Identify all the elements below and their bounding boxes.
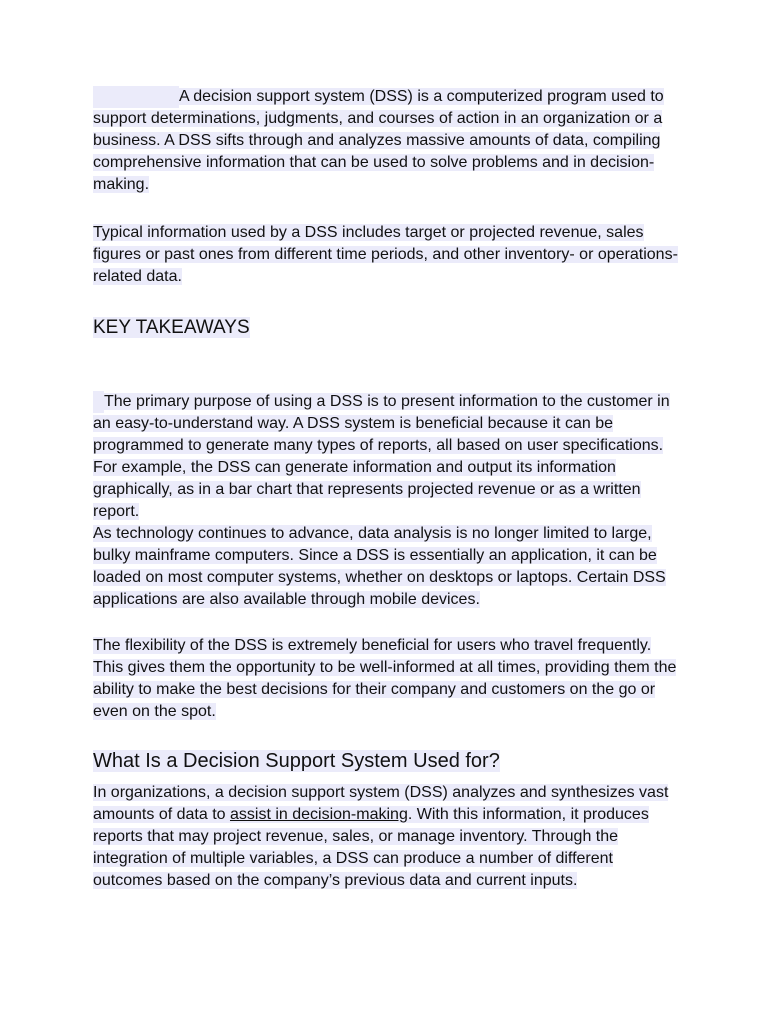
paragraph-intro-text: A decision support system (DSS) is a computerized program used to support determinations, judgments, and courses of action in an organization or a business. A DSS sifts through and analyzes massive amounts of data, compiling comprehensive information that can be used to solve problems and in decision-making. <box>93 88 664 193</box>
paragraph-organizations-text-after: . With this information, it produces reports that may project revenue, sales, or manage inventory. Through the integration of multiple variables, a DSS can produce a number of different outcomes based on the company’s previous data and current inputs. <box>93 806 649 889</box>
paragraph-flexibility <box>93 635 683 723</box>
paragraph-primary-purpose <box>93 391 683 523</box>
lead-space-highlight <box>93 391 104 413</box>
paragraph-technology <box>93 523 683 611</box>
paragraph-organizations-text-before: In organizations, a decision support system (DSS) analyzes and synthesizes vast amounts of data to <box>93 784 669 823</box>
paragraph-flexibility-text: The flexibility of the DSS is extremely beneficial for users who travel frequently. This gives them the opportunity to be well-informed at all times, providing them the ability to make the best decisions for their company and customers on the go or even on the spot. <box>93 637 677 720</box>
assist-decision-making-link[interactable]: assist in decision-making <box>229 806 408 823</box>
heading-dss-used-for <box>93 747 683 775</box>
paragraph-technology-text: As technology continues to advance, data analysis is no longer limited to large, bulky mainframe computers. Since a DSS is essentially an application, it can be loaded on most computer systems, whether on desktops or laptops. Certain DSS applications are also available through mobile devices. <box>93 525 666 608</box>
paragraph-intro <box>93 86 683 196</box>
paragraph-typical-information-text: Typical information used by a DSS includes target or projected revenue, sales figures or past ones from different time periods, and other inventory- or operations-related data. <box>93 224 678 285</box>
heading-dss-used-for-text: What Is a Decision Support System Used for? <box>93 750 500 772</box>
indent-highlight <box>93 86 179 108</box>
paragraph-organizations <box>93 782 683 892</box>
paragraph-primary-purpose-text: The primary purpose of using a DSS is to present information to the customer in an easy-to-understand way. A DSS system is beneficial because it can be programmed to generate many types of reports, all based on user specifications. For example, the DSS can generate information and output its information graphically, as in a bar chart that represents projected revenue or as a written report. <box>93 393 670 520</box>
paragraph-typical-information <box>93 222 683 288</box>
heading-key-takeaways <box>93 315 683 341</box>
document-body <box>93 86 683 892</box>
heading-key-takeaways-text: KEY TAKEAWAYS <box>93 317 250 338</box>
